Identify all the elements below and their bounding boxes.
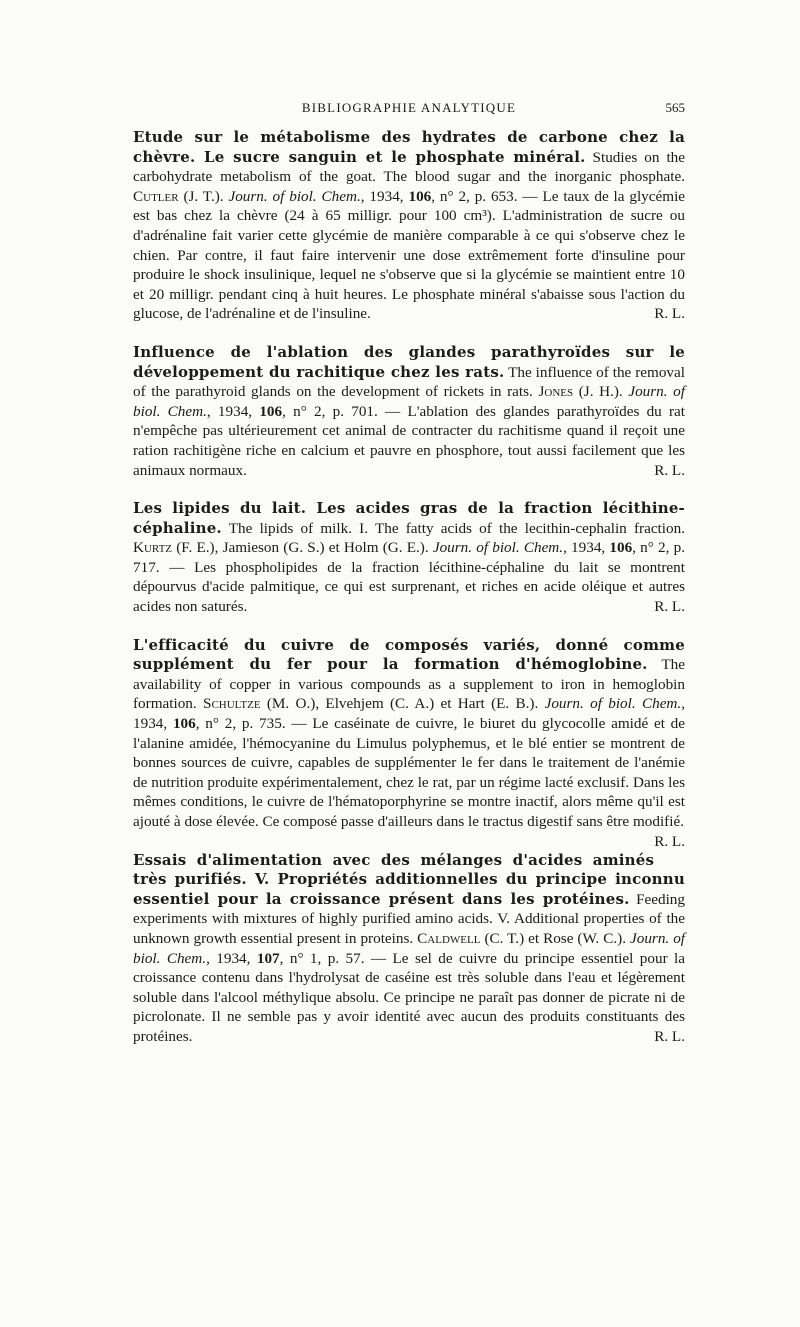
english-title: The availability of copper in various compounds as a supplement to iron in hemoglobin formation. [133, 656, 685, 713]
author: Jones [538, 383, 574, 401]
author-rest: (J. H.). [573, 383, 629, 401]
entry-title: Essais d'alimentation avec des mélanges d'acides aminés très purifiés. V. Propriétés additionnelles du principe inconnu essentiel pour la croissance présent dans les protéines. [133, 850, 685, 908]
abstract-entry [133, 635, 686, 850]
entry-title: Etude sur le métabolisme des hydrates de carbone chez la chèvre. Le sucre sanguin et le phosphate minéral. [133, 128, 685, 166]
journal: Journ. of biol. Chem. [228, 187, 361, 205]
author-rest: (F. E.), Jamieson (G. S.) et Holm (G. E.). [172, 539, 433, 557]
issue: , n° 2, p. 653. — [431, 187, 543, 205]
author-rest: (J. T.). [178, 187, 229, 205]
volume: 106 [172, 715, 196, 733]
journal: Journ. of biol. Chem. [133, 383, 685, 420]
entry-title: Les lipides du lait. Les acides gras de la fraction lécithine-céphaline. [133, 499, 685, 537]
abstract-text: L'ablation des glandes parathyroïdes du rat n'empêche pas ultérieurement cet animal de contracter du rachitisme quand il reçoit une ration rachitigène riche en calcium et pauvre en phosphore, tout aussi facilement que les animaux normaux. [133, 402, 686, 479]
volume: 106 [408, 187, 432, 205]
abstract-entry [133, 851, 685, 1047]
author: Cutler [133, 187, 179, 205]
author-rest: (C. T.) et Rose (W. C.). [480, 929, 630, 947]
signature: R. L. [654, 832, 685, 850]
english-title: Feeding experiments with mixtures of highly purified amino acids. V. Additional properties of the unknown growth essential present in proteins. [133, 890, 685, 947]
year: , 1934, [206, 949, 257, 967]
page-header [133, 100, 685, 120]
issue: , n° 2, p. 701. — [282, 402, 408, 420]
abstract-entry [133, 128, 685, 324]
english-title: The influence of the removal of the parathyroid glands on the development of rickets in rats. [133, 363, 685, 401]
signature: R. L. [654, 461, 685, 479]
issue: , n° 2, p. 717. — [133, 539, 685, 576]
page-number: 565 [665, 100, 685, 115]
abstract-entry [133, 343, 685, 480]
english-title: The lipids of milk. I. The fatty acids of the lecithin-cephalin fraction. [221, 519, 685, 537]
abstract-text: Le sel de cuivre du principe essentiel pour la croissance contenu dans l'hydrolysat de caséine est très soluble dans l'eau et légèrement soluble dans l'alcool méthylique absolu. Ce principe ne paraît pas donner de picrate ni de picrolonate. Il ne semble pas y avoir identité avec aucun des produits constituants des protéines. [133, 949, 686, 1045]
year: , 1934, [563, 539, 610, 557]
author-rest: (M. O.), Elvehjem (C. A.) et Hart (E. B.). [260, 695, 545, 713]
year: , 1934, [206, 402, 260, 420]
issue: , n° 2, p. 735. — [195, 715, 313, 733]
year: , 1934, [360, 187, 409, 205]
entry-title: Influence de l'ablation des glandes parathyroïdes sur le développement du rachitique chez les rats. [133, 342, 685, 381]
abstract-entry [133, 499, 685, 617]
journal: Journ. of biol. Chem. [133, 929, 686, 967]
abstract-text: Les phospholipides de la fraction lécithine-céphaline du lait se montrent dépourvus d'acide palmitique, ce qui est surprenant, et riches en acide oléique et autres acides non saturés. [133, 558, 685, 616]
author: Caldwell [417, 929, 481, 947]
running-title: BIBLIOGRAPHIE ANALYTIQUE [301, 100, 517, 115]
journal: Journ. of biol. Chem. [544, 695, 682, 713]
volume: 107 [256, 949, 280, 967]
author: Schultze [203, 695, 261, 713]
signature: R. L. [654, 598, 685, 616]
signature: R. L. [654, 305, 685, 323]
author: Kurtz [133, 539, 173, 557]
year: , 1934, [133, 695, 685, 733]
abstract-text: Le caséinate de cuivre, le biuret du glycocolle amidé et de l'alanine amidée, l'hémocyanine du Limulus polyphemus, et le blé entier se montrent de bonnes sources de cuivre, capables de supplémenter le fer dans le traitement de l'anémie de nutrition produite expérimentalement, chez le rat, par un régime lacté exclusif. Dans les mêmes conditions, le cuivre de l'hématoporphyrine se montre inactif, alors même qu'il est ajouté à dose élevée. Ce composé passe d'ailleurs dans le tractus digestif sans être modifié. [133, 715, 686, 830]
journal: Journ. of biol. Chem. [432, 539, 564, 557]
signature: R. L. [654, 1027, 685, 1045]
english-title: Studies on the carbohydrate metabolism of the goat. The blood sugar and the inorganic phosphate. [133, 148, 685, 186]
entry-title: L'efficacité du cuivre de composés variés, donné comme supplément du fer pour la formation d'hémoglobine. [133, 635, 685, 674]
volume: 106 [609, 539, 633, 557]
issue: , n° 1, p. 57. — [279, 949, 393, 967]
volume: 106 [259, 402, 283, 420]
abstract-text: Le taux de la glycémie est bas chez la chèvre (24 à 65 milligr. pour 100 cm³). L'administration de sucre ou d'adrénaline fait varier cette glycémie de manière comparable à ce qui s'observe chez le chien. Par contre, il faut faire intervenir une dose extrêmement forte d'insuline pour produire le shock insulinique, lequel ne s'observe que si la glycémie se maintient entre 10 et 20 milligr. pendant cinq à huit heures. Le phosphate minéral s'abaisse sous l'action du glucose, de l'adrénaline et de l'insuline. [133, 187, 686, 323]
